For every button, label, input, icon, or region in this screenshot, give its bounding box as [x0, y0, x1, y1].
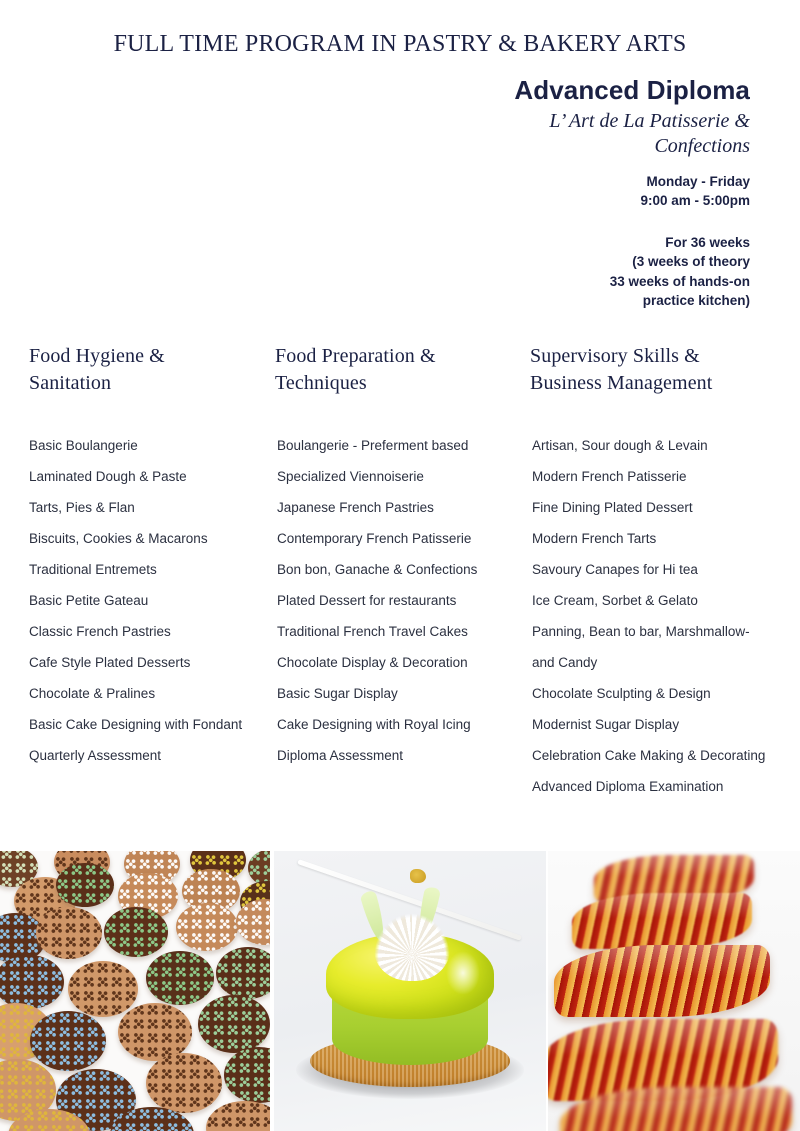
- diploma-name: Advanced Diploma: [514, 75, 750, 105]
- croissant: [572, 893, 752, 949]
- photo-green-glazed-entremet: [274, 851, 546, 1131]
- photo-striped-croissants: [548, 851, 800, 1131]
- bonbon: [68, 961, 138, 1017]
- bonbon: [104, 907, 168, 957]
- gold-leaf-garnish: [410, 869, 426, 883]
- duration-line-3: 33 weeks of hands-on: [609, 273, 750, 289]
- curriculum-column-supervisory-skills: [530, 343, 771, 802]
- program-header-block: [330, 76, 750, 311]
- bonbon: [224, 1047, 270, 1103]
- list-item: Quarterly Assessment: [29, 748, 162, 763]
- diploma-subtitle-line-1: L’ Art de La Patisserie &: [549, 109, 750, 132]
- column-heading: [29, 343, 275, 399]
- list-item: Biscuits, Cookies & Macarons: [29, 531, 208, 546]
- list-item: Specialized Viennoiserie: [277, 469, 424, 484]
- bonbon: [216, 947, 270, 999]
- bonbon: [36, 907, 102, 959]
- diploma-subtitle-line-2: Confections: [654, 134, 750, 157]
- photo-strip: [0, 851, 800, 1131]
- bonbon: [146, 951, 214, 1005]
- list-item: Modern French Tarts: [532, 531, 657, 546]
- croissants-illustration: [548, 851, 800, 1131]
- bonbon: [206, 1101, 270, 1131]
- list-item: Laminated Dough & Paste: [29, 469, 187, 484]
- list-item: Chocolate Sculpting & Design: [532, 686, 711, 701]
- list-item: Bon bon, Ganache & Confections: [277, 562, 478, 577]
- duration-line-4: practice kitchen): [642, 293, 750, 309]
- bonbons-illustration: [0, 851, 270, 1131]
- list-item: Japanese French Pastries: [277, 500, 434, 515]
- list-item: Tarts, Pies & Flan: [29, 500, 135, 515]
- curriculum-column-food-preparation: [275, 343, 530, 771]
- list-item: Cafe Style Plated Desserts: [29, 655, 191, 670]
- list-item: Classic French Pastries: [29, 624, 171, 639]
- list-item: Boulangerie - Preferment based: [277, 438, 469, 453]
- list-item: Chocolate & Pralines: [29, 686, 156, 701]
- page-title: FULL TIME PROGRAM IN PASTRY & BAKERY ARTS: [113, 31, 687, 57]
- column-heading-line-2: Techniques: [275, 371, 367, 394]
- list-item: Modernist Sugar Display: [532, 717, 680, 732]
- list-item: Contemporary French Patisserie: [277, 531, 472, 546]
- list-item: Chocolate Display & Decoration: [277, 655, 468, 670]
- glaze-highlight: [446, 951, 480, 995]
- list-item: Plated Dessert for restaurants: [277, 593, 457, 608]
- column-heading-line-1: Food Hygiene &: [29, 345, 165, 367]
- course-list: [29, 430, 275, 771]
- bonbon: [176, 903, 238, 951]
- list-item: Traditional French Travel Cakes: [277, 624, 468, 639]
- column-heading: [275, 343, 530, 399]
- list-item: Modern French Patisserie: [532, 469, 687, 484]
- list-item: Celebration Cake Making & Decorating: [532, 748, 766, 763]
- duration-line-1: For 36 weeks: [665, 234, 750, 250]
- diploma-subtitle: [330, 109, 750, 159]
- duration-line-2: (3 weeks of theory: [632, 254, 750, 270]
- list-item: Basic Cake Designing with Fondant: [29, 717, 243, 732]
- list-item: Diploma Assessment: [277, 748, 404, 763]
- list-item: Traditional Entremets: [29, 562, 157, 577]
- schedule-info: [330, 172, 750, 211]
- list-item: Advanced Diploma Examination: [532, 779, 724, 794]
- list-item: Artisan, Sour dough & Levain: [532, 438, 708, 453]
- course-list: [277, 430, 530, 771]
- column-heading-line-1: Supervisory Skills &: [530, 345, 700, 367]
- duration-info: [330, 233, 750, 311]
- bonbon: [56, 863, 114, 907]
- list-item: Cake Designing with Royal Icing: [277, 717, 471, 732]
- croissant: [554, 945, 770, 1017]
- column-heading-line-1: Food Preparation &: [275, 345, 436, 367]
- column-heading-line-2: Business Management: [530, 371, 713, 394]
- bonbon: [0, 955, 64, 1009]
- schedule-hours: 9:00 am - 5:00pm: [640, 193, 750, 209]
- curriculum-column-food-hygiene: [29, 343, 275, 771]
- bonbon: [198, 995, 270, 1053]
- list-item: Savoury Canapes for Hi tea: [532, 562, 698, 577]
- bonbon: [146, 1053, 222, 1113]
- schedule-days: Monday - Friday: [646, 173, 750, 189]
- column-heading: [530, 343, 771, 399]
- course-list: [532, 430, 771, 802]
- photo-patterned-chocolate-bonbons: [0, 851, 270, 1131]
- list-item: Ice Cream, Sorbet & Gelato: [532, 593, 698, 608]
- list-item: Basic Petite Gateau: [29, 593, 149, 608]
- list-item: Basic Sugar Display: [277, 686, 398, 701]
- curriculum-columns: [29, 343, 771, 802]
- column-heading-line-2: Sanitation: [29, 371, 112, 394]
- list-item: Basic Boulangerie: [29, 438, 138, 453]
- entremet-illustration: [274, 851, 546, 1131]
- cream-rosette: [374, 913, 450, 981]
- list-item: Fine Dining Plated Dessert: [532, 500, 693, 515]
- list-item: Panning, Bean to bar, Marshmallow- and Candy: [532, 624, 750, 670]
- bonbon: [30, 1011, 106, 1071]
